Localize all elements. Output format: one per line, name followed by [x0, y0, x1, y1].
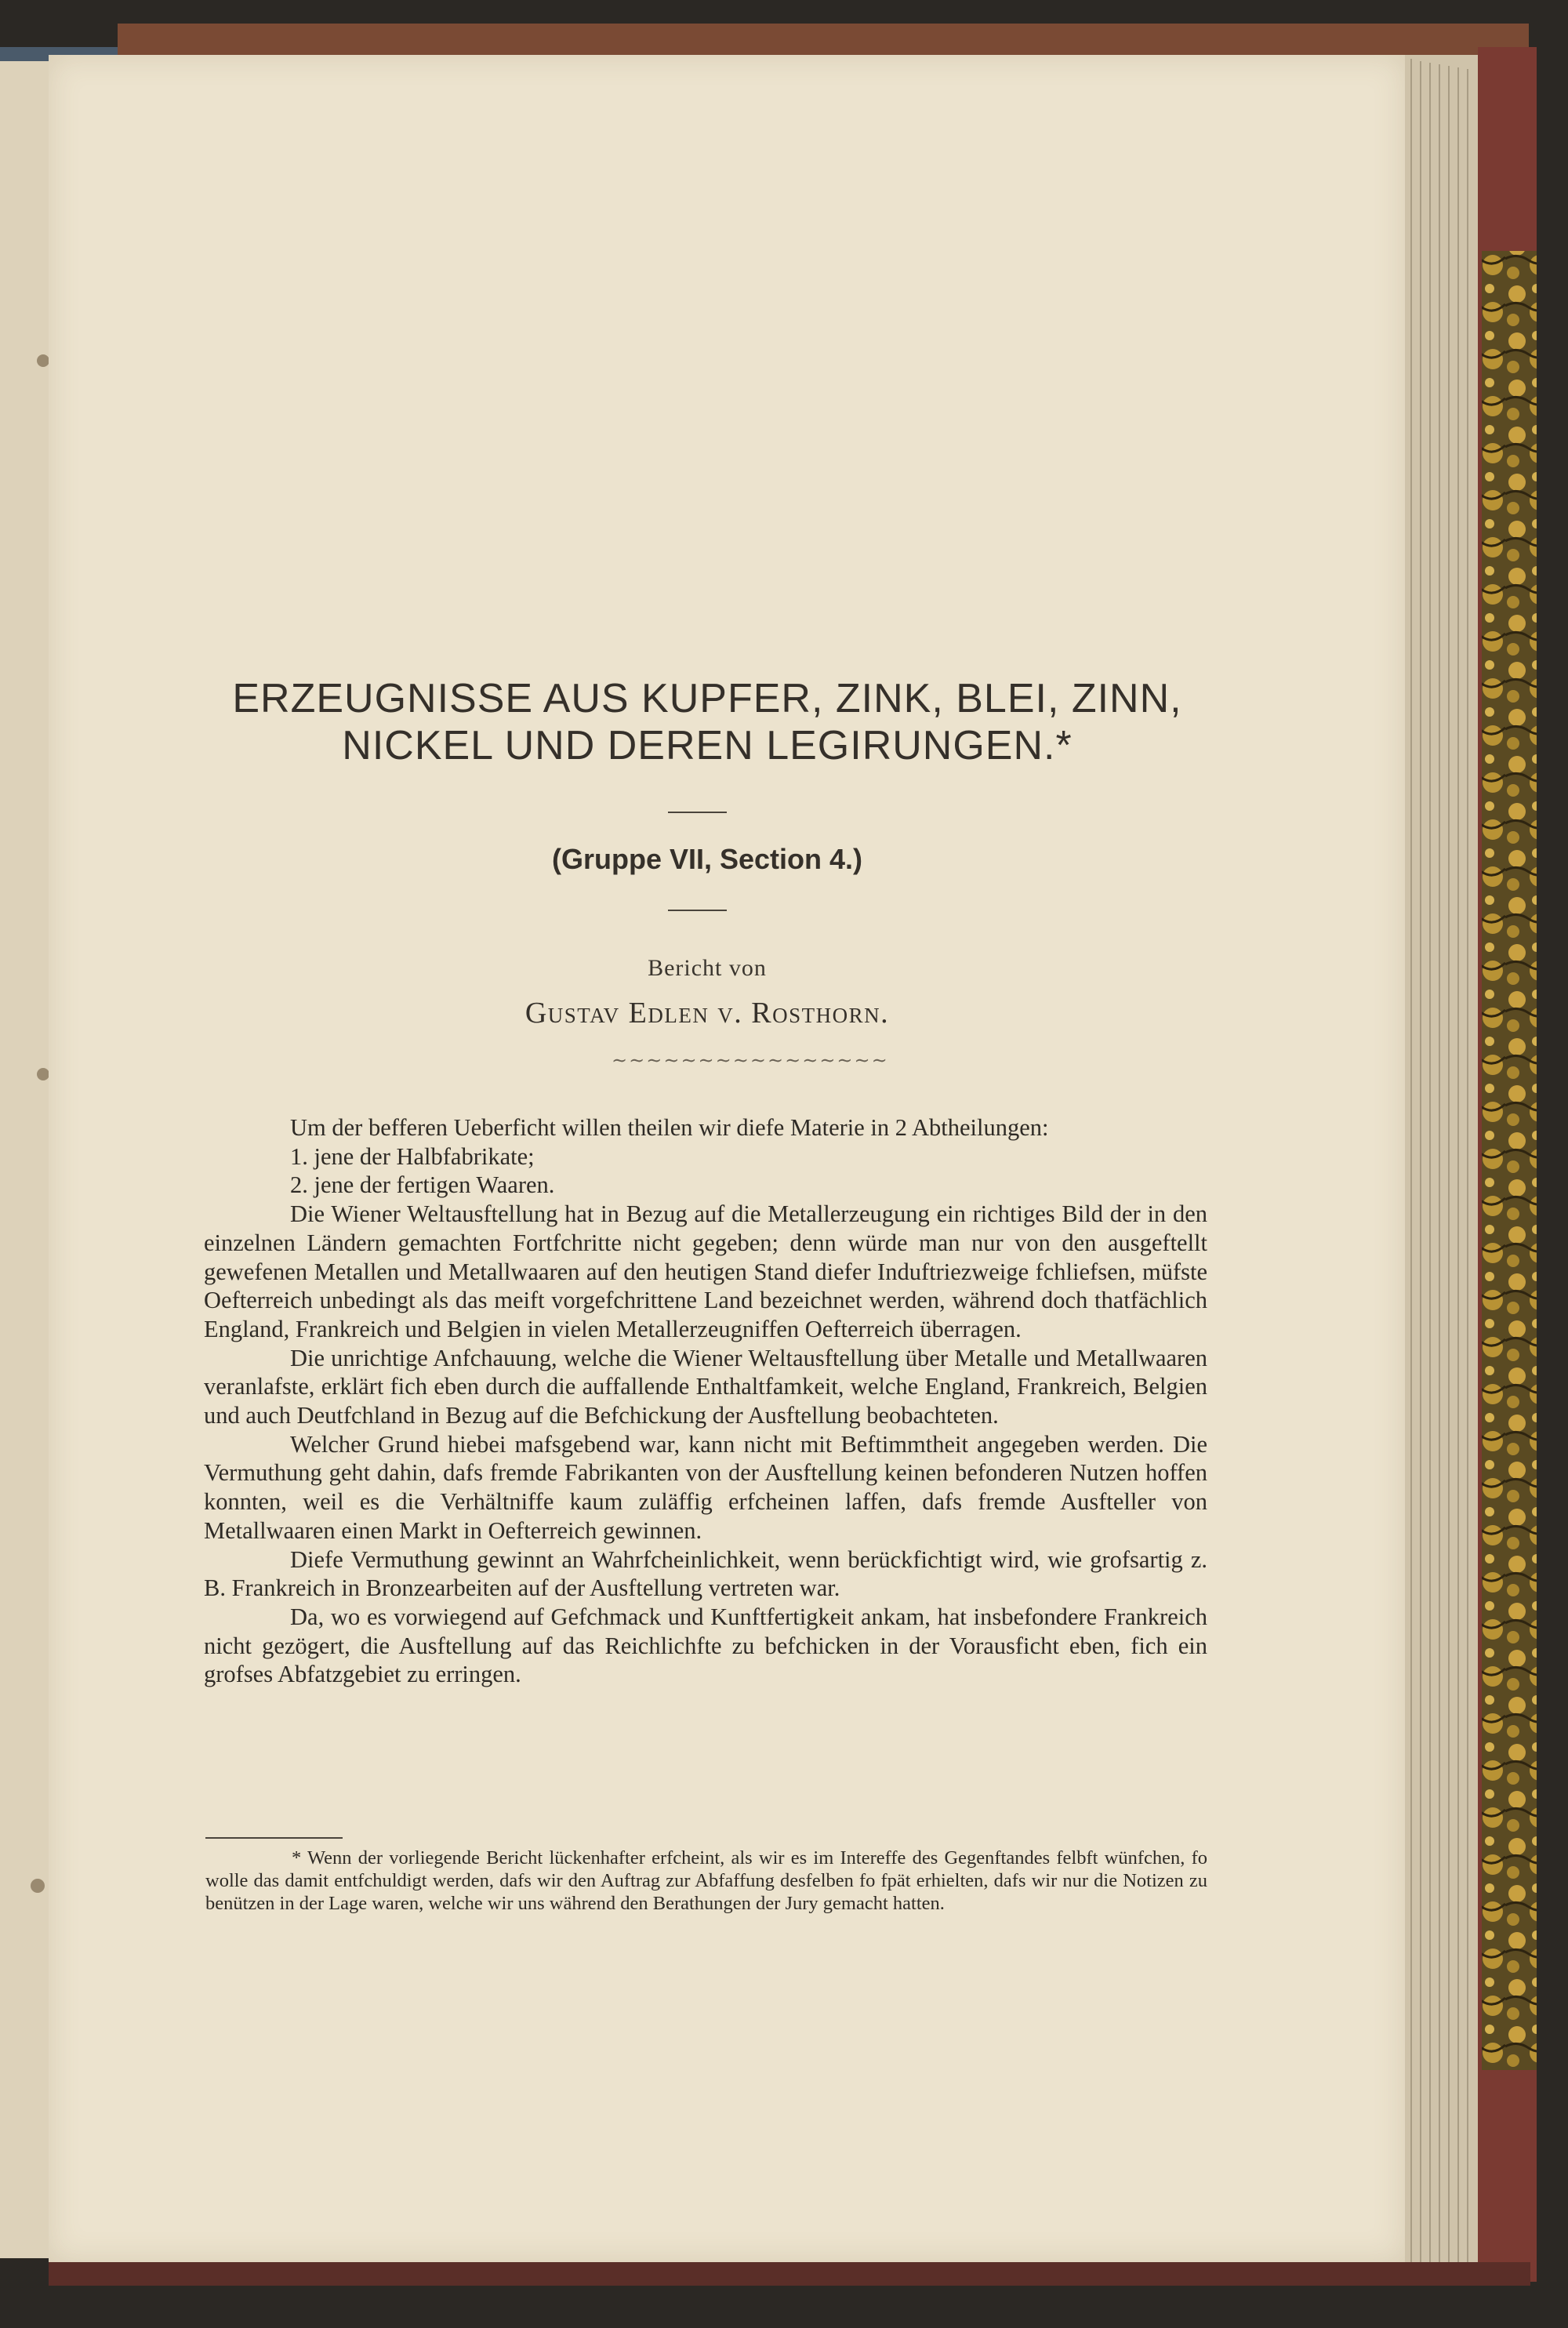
section-subtitle: (Gruppe VII, Section 4.) — [551, 843, 863, 875]
paragraph-3: Welcher Grund hiebei mafsgebend war, kann nicht mit Beftimmtheit angegeben werden. Die Vermuthung geht dahin, dafs fremde Fabrikanten von der Ausftellung keinen befonderen Nutzen hoffen konnten, weil es die Verhältniffe kaum zuläffig erfcheinen laffen, dafs fremde Ausfteller von Metallwaaren einen Markt in Oefterreich gewinnen. — [204, 1430, 1207, 1544]
book-page — [49, 55, 1405, 2262]
left-page-edge — [0, 55, 49, 2258]
subtitle-divider — [668, 910, 727, 911]
paragraph-2: Die unrichtige Anfchauung, welche die Wiener Weltausftellung über Metalle und Metallwaaren veranlafste, erklärt fich eben durch die auffallende Enthaltfamkeit, welche England, Frankreich, Belgien und auch Deutfchland in Bezug auf die Befchickung der Ausftellung beobachteten. — [204, 1344, 1207, 1429]
body-text — [204, 1113, 1207, 1689]
page-content — [49, 55, 1405, 2262]
title-line-1: ERZEUGNISSE AUS KUPFER, ZINK, BLEI, ZINN, — [232, 676, 1182, 721]
ornamental-rule: ∼∼∼∼∼∼∼∼∼∼∼∼∼∼∼∼ — [612, 1051, 889, 1071]
title-divider — [668, 812, 727, 813]
report-label: Bericht von — [648, 955, 767, 981]
footnote-text: * Wenn der vorliegende Bericht lückenhafter erfcheint, als wir es im Intereffe des Gegenftandes felbft wünfchen, fo wolle das damit entfchuldigt werden, dafs wir den Auftrag zur Abfaffung desfelben fo fpät erhielten, dafs wir nur die Notizen zu benützen in der Lage waren, welche wir uns während den Berathungen der Jury gemacht hatten. — [205, 1847, 1207, 1914]
report-author: Gustav Edlen v. Rosthorn. — [524, 997, 890, 1030]
paragraph-4: Diefe Vermuthung gewinnt an Wahrfcheinlichkeit, wenn berückfichtigt wird, wie grofsartig z. B. Frankreich in Bronzearbeiten auf der Ausftellung vertreten war. — [204, 1545, 1207, 1602]
footnote-divider — [205, 1837, 343, 1839]
list-item-2: 2. jene der fertigen Waaren. — [290, 1171, 555, 1199]
intro-paragraph: Um der befferen Ueberficht willen theilen wir diefe Materie in 2 Abtheilungen: — [290, 1114, 1049, 1141]
page-stack — [1403, 55, 1478, 2266]
top-cover-edge — [118, 24, 1529, 56]
footnote — [205, 1847, 1207, 1915]
list-item-1: 1. jene der Halbfabrikate; — [290, 1142, 535, 1170]
paragraph-5: Da, wo es vorwiegend auf Gefchmack und Kunftfertigkeit ankam, hat insbefondere Frankreich nicht gezögert, die Ausftellung auf das Reichlichfte zu befchicken in der Vorausficht eben, fich ein grofses Abfatzgebiet zu erringen. — [204, 1603, 1207, 1688]
title-line-2: NICKEL UND DEREN LEGIRUNGEN.* — [342, 723, 1073, 768]
paragraph-1: Die Wiener Weltausftellung hat in Bezug auf die Metallerzeugung ein richtiges Bild der in den einzelnen Ländern gemachten Fortfchritte nicht gegeben; denn würde man nur von den ausgeftellt gewefenen Metallen und Metallwaaren auf den heutigen Stand diefer Induftriezweige fchliefsen, müfste Oefterreich unbedingt als das meift vorgefchrittene Land bezeichnet werden, während doch thatfächlich England, Frankreich und Belgien in vielen Metallerzeugniffen Oefterreich überragen. — [204, 1200, 1207, 1342]
marbled-edge — [1482, 251, 1537, 2070]
